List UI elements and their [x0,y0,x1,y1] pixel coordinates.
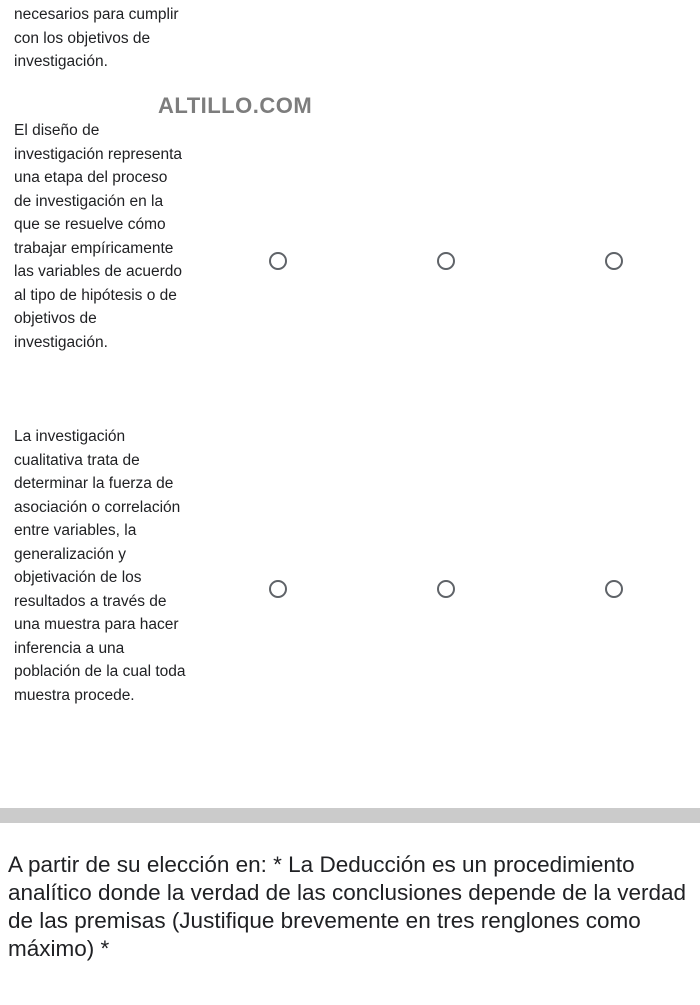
watermark: ALTILLO.COM [158,93,313,118]
section-divider [0,808,700,823]
text-question-section [0,823,700,1005]
grid-row-3-radio-col-1[interactable] [269,580,287,598]
grid-row-2-radio-col-2[interactable] [437,252,455,270]
grid-row-2-radio-col-1[interactable] [269,252,287,270]
grid-row-label-2: El diseño de investigación representa una etapa del proceso de investigación en la que se resuelve cómo trabajar empíricamente las variables de acuerdo al tipo de hipótesis o de objetivos de investigación. [14,122,183,351]
grid-row-label-1: necesarios para cumplir con los objetivos de investigación. [14,6,179,70]
grid-row-label-3: La investigación cualitativa trata de determinar la fuerza de asociación o correlación entre variables, la generalización y objetivación de los resultados a través de una muestra para hacer inferencia a una población de la cual toda muestra procede. [14,428,186,704]
grid-row-2-radio-col-3[interactable] [605,252,623,270]
grid-row-3-radio-col-2[interactable] [437,580,455,598]
grid-row-3-radio-col-3[interactable] [605,580,623,598]
question-title: A partir de su elección en: * La Deducción es un procedimiento analítico donde la verdad de las conclusiones depende de la verdad de las premisas (Justifique brevemente en tres renglones como máximo) * [8,852,686,961]
